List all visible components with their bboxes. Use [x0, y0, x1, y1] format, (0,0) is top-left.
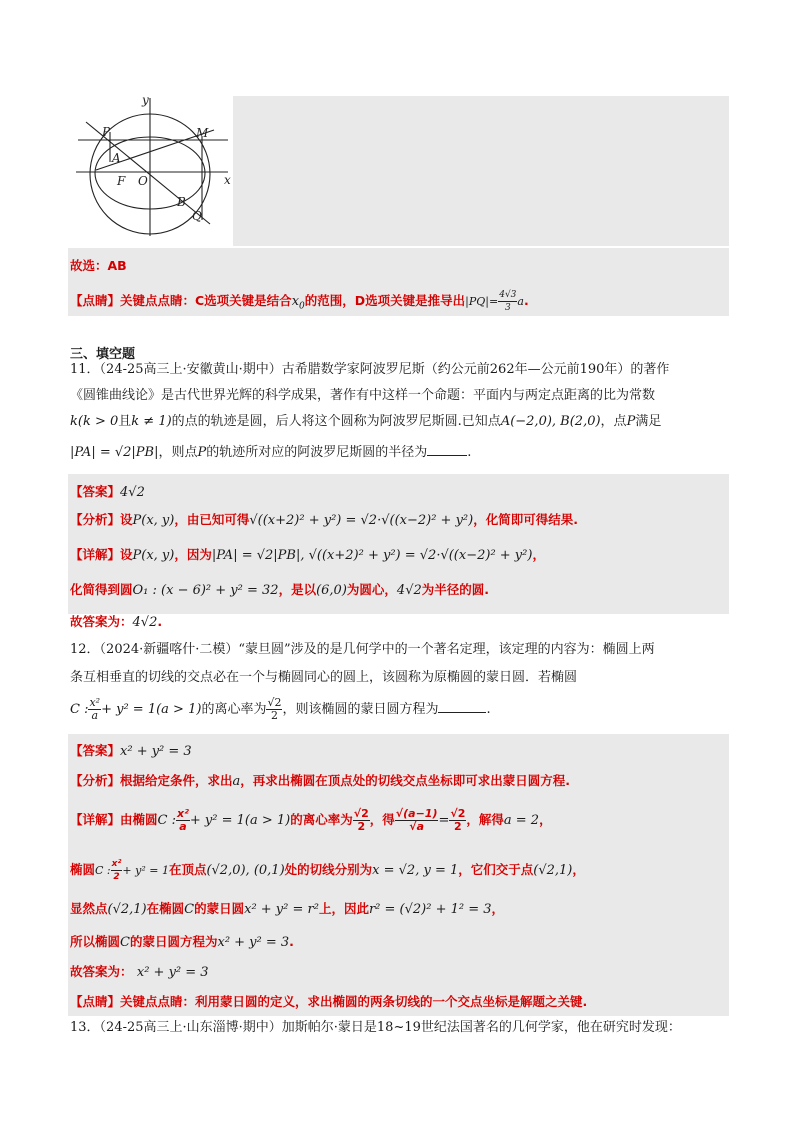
q12-detail-frac1: $\frac{\text{x²}}{a}$ — [176, 807, 189, 833]
q11-detail2: 化简得到圆O₁ : (x − 6)² + y² = 32，是以(6,0)为圆心，4√2为半径的圆. — [70, 582, 489, 598]
q11-line3: k(k > 0且k ≠ 1)的点的轨迹是圆，后人将这个圆称为阿波罗尼斯圆.已知点A(−2,0), B(2,0)，点P满足 — [70, 414, 662, 429]
q11-answer: 【答案】4√2 — [70, 484, 145, 500]
q13-line1: 13．（24-25高三上·山东淄博·期中）加斯帕尔·蒙日是18~19世纪法国著名的几何学家，他在研究时发现： — [70, 1020, 681, 1035]
label-b: B — [177, 195, 186, 209]
label-m: M — [196, 126, 209, 140]
prev-tip: 【点睛】关键点点睛：C选项关键是结合$x_0$的范围，D选项关键是推导出|PQ|= $\frac{4√3}{3}$ a. — [70, 290, 529, 313]
tip-fraction: $\frac{4√3}{3}$ — [499, 290, 517, 313]
ellipse-circle-figure — [68, 92, 236, 242]
q11-blank — [427, 443, 467, 456]
q12-d2-frac: $\frac{\text{x²}}{2}$ — [111, 859, 122, 882]
q12-line3: C : $\frac{\text{x²}}{a}$ + y² = 1(a > 1)的离心率为 $\frac{√2}{2}$ ，则该椭圆的蒙日圆方程为 . — [70, 696, 491, 722]
label-a: A — [112, 151, 121, 165]
q12-detail-frac4: $\frac{√2}{2}$ — [450, 807, 466, 833]
label-p: P — [102, 125, 111, 139]
q12-line1: 12．（2024·新疆喀什·二模）“蒙旦圆”涉及的是几何学中的一个著名定理，该定理的内容为：椭圆上两 — [70, 642, 655, 657]
label-x: x — [224, 173, 231, 187]
q12-detail-frac2: $\frac{√2}{2}$ — [353, 807, 369, 833]
q12-detail: 【详解】由椭圆C : $\frac{\text{x²}}{a}$ + y² = 1(a > 1)的离心率为 $\frac{√2}{2}$ ，得 $\frac{√(a-1)}{√a}$ = $\frac{√2}{2}$ ，解得a = 2， — [70, 807, 552, 833]
q11-line4: |PA| = √2|PB|，则点P的轨迹所对应的阿波罗尼斯圆的半径为 . — [70, 445, 472, 460]
q12-frac-root2-2: $\frac{√2}{2}$ — [267, 696, 282, 722]
q11-detail: 【详解】设P(x, y)，因为|PA| = √2|PB|, √((x+2)² + y²) = √2·√((x−2)² + y²)， — [70, 547, 545, 563]
section-title: 三、填空题 — [70, 347, 136, 362]
label-o: O — [138, 174, 148, 188]
q12-frac-x2-a: $\frac{\text{x²}}{a}$ — [89, 696, 101, 722]
figure-gray-panel — [233, 96, 729, 246]
q12-detail-frac3: $\frac{√(a-1)}{√a}$ — [395, 807, 438, 833]
q12-blank — [438, 700, 486, 713]
q12-analysis: 【分析】根据给定条件，求出a，再求出椭圆在顶点处的切线交点坐标即可求出蒙日圆方程. — [70, 773, 571, 789]
label-q: Q — [192, 209, 202, 223]
q11-final: 故答案为：4√2. — [70, 614, 163, 630]
q12-final: 故答案为： x² + y² = 3 — [70, 964, 209, 980]
q11-line1: 11．（24-25高三上·安徽黄山·期中）古希腊数学家阿波罗尼斯（约公元前262年—公元前190年）的著作 — [70, 362, 670, 377]
q11-analysis: 【分析】设P(x, y)，由已知可得√((x+2)² + y²) = √2·√((x−2)² + y²)，化简即可得结果. — [70, 512, 578, 528]
q12-line2: 条互相垂直的切线的交点必在一个与椭圆同心的圆上，该圆称为原椭圆的蒙日圆．若椭圆 — [70, 670, 578, 685]
q12-answer: 【答案】x² + y² = 3 — [70, 743, 192, 759]
q12-tip: 【点睛】关键点点睛：利用蒙日圆的定义，求出椭圆的两条切线的一个交点坐标是解题之关键. — [70, 994, 588, 1009]
q12-detail2: 椭圆C : $\frac{\text{x²}}{2}$ + y² = 1在顶点(√2,0), (0,1)处的切线分别为x = √2, y = 1，它们交于点(√2,1)， — [70, 859, 585, 882]
q12-detail4: 所以椭圆C的蒙日圆方程为x² + y² = 3. — [70, 934, 294, 950]
prev-answer: 故选：AB — [70, 258, 127, 273]
label-y: y — [142, 93, 149, 107]
q12-detail3: 显然点(√2,1)在椭圆C的蒙日圆x² + y² = r²上，因此r² = (√2)² + 1² = 3， — [70, 901, 505, 917]
q11-line2: 《圆锥曲线论》是古代世界光辉的科学成果，著作有中这样一个命题：平面内与两定点距离的比为常数 — [70, 388, 656, 403]
label-f: F — [117, 174, 126, 188]
